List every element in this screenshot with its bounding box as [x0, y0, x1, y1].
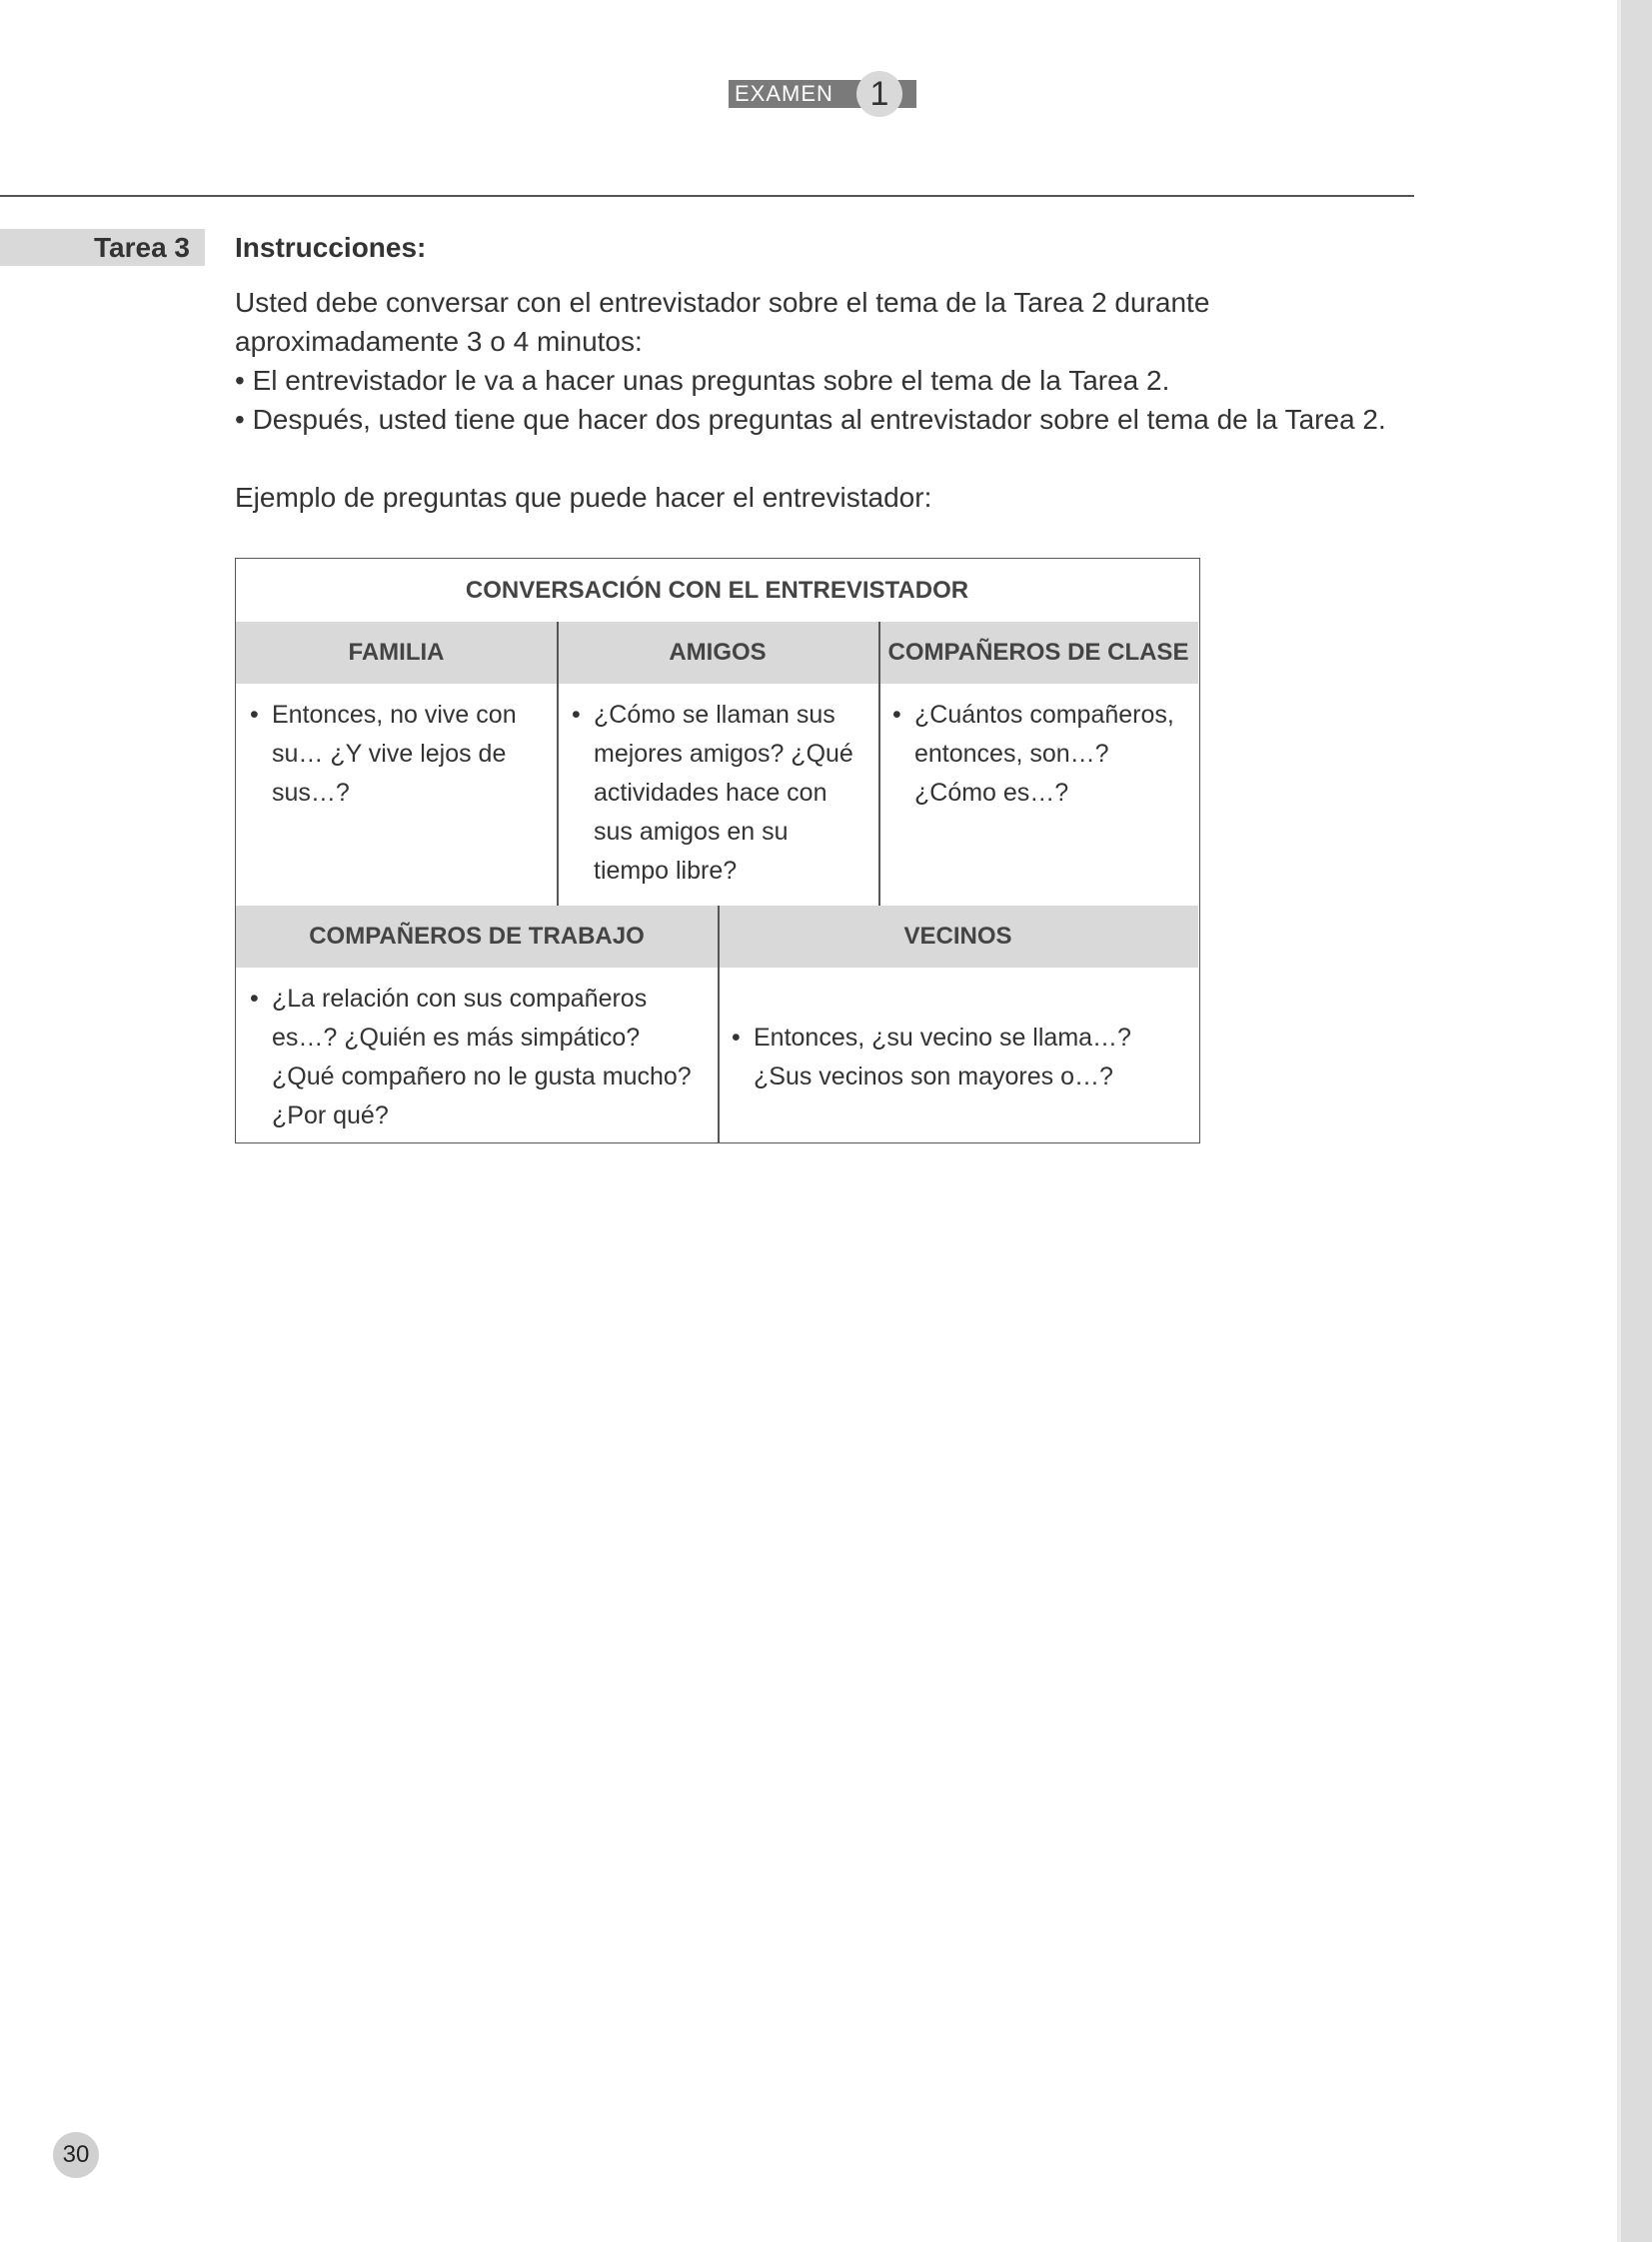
page-number: 30	[53, 2132, 99, 2178]
bullet: •	[892, 701, 901, 729]
question-text: Entonces, ¿su vecino se llama…? ¿Sus vecinos son mayores o…?	[754, 1024, 1131, 1091]
cell-companeros-trabajo	[250, 980, 702, 1135]
bullet: •	[250, 985, 259, 1013]
cell-familia	[250, 696, 540, 813]
task-label: Tarea 3	[94, 232, 190, 263]
example-label: Ejemplo de preguntas que puede hacer el entrevistador:	[235, 482, 932, 513]
bullet: •	[572, 701, 581, 729]
header-divider	[0, 195, 1414, 197]
bullet: •	[250, 701, 259, 729]
header-familia: FAMILIA	[236, 622, 557, 684]
header-amigos: AMIGOS	[557, 622, 878, 684]
conversation-table	[235, 558, 1200, 1143]
instructions-bullet: • El entrevistador le va a hacer unas preguntas sobre el tema de la Tarea 2.	[235, 365, 1170, 396]
page-edge-strip	[1621, 0, 1652, 2242]
exam-number: 1	[856, 71, 902, 117]
instructions-bullet: • Después, usted tiene que hacer dos preguntas al entrevistador sobre el tema de la Tarea 2.	[235, 404, 1386, 435]
cell-companeros-clase	[892, 696, 1184, 813]
column-divider	[557, 622, 559, 906]
cell-amigos	[572, 696, 863, 891]
table-title: CONVERSACIÓN CON EL ENTREVISTADOR	[465, 576, 969, 604]
question-text: ¿La relación con sus compañeros es…? ¿Quién es más simpático? ¿Qué compañero no le gusta mucho? ¿Por qué?	[272, 985, 692, 1129]
bullet: •	[732, 1024, 741, 1052]
cell-vecinos	[732, 1019, 1183, 1097]
header-companeros-clase: COMPAÑEROS DE CLASE	[878, 622, 1198, 684]
instructions-body	[235, 283, 1414, 439]
question-text: Entonces, no vive con su… ¿Y vive lejos de sus…?	[272, 701, 517, 807]
header-vecinos: VECINOS	[718, 906, 1198, 968]
question-text: ¿Cómo se llaman sus mejores amigos? ¿Qué actividades hace con sus amigos en su tiempo libre?	[594, 701, 853, 885]
instructions-title: Instrucciones:	[235, 232, 427, 263]
column-divider	[718, 906, 720, 1143]
instructions-line: aproximadamente 3 o 4 minutos:	[235, 326, 643, 357]
exam-label: EXAMEN	[735, 81, 833, 106]
instructions-line: Usted debe conversar con el entrevistador sobre el tema de la Tarea 2 durante	[235, 287, 1210, 318]
header-companeros-trabajo: COMPAÑEROS DE TRABAJO	[236, 906, 718, 968]
question-text: ¿Cuántos compañeros, entonces, son…? ¿Cómo es…?	[914, 701, 1174, 807]
exam-badge	[729, 74, 916, 113]
column-divider	[878, 622, 880, 906]
